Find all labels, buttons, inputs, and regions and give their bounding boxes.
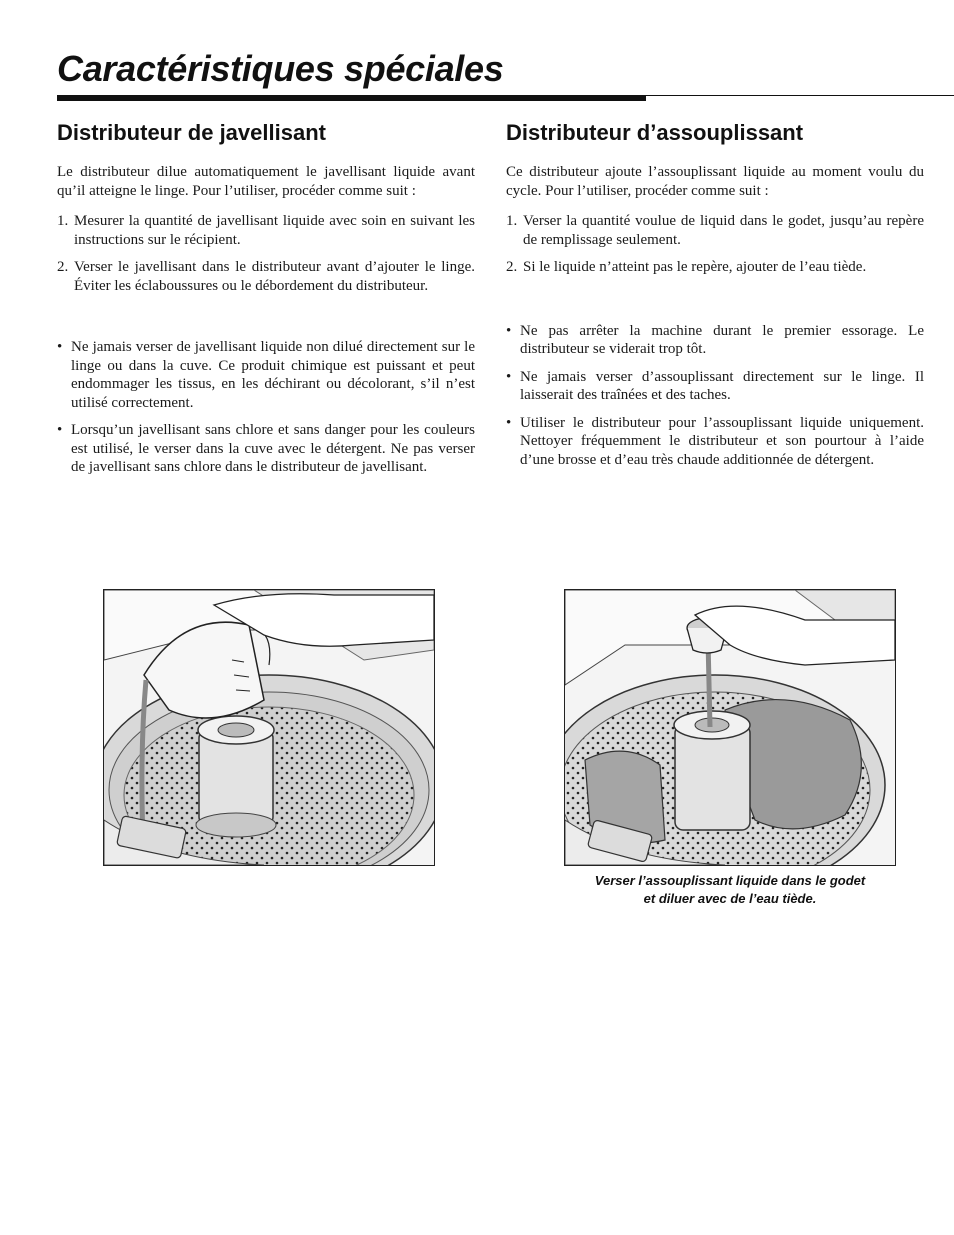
- softener-note-3: [506, 414, 924, 470]
- page-title: Caractéristiques spéciales: [57, 48, 504, 89]
- note-text: Utiliser le distributeur pour l’assouplissant liquide uniquement. Nettoyer fréquemment le distributeur et son pourtour à l’aide d’une brosse et d’eau très chaude additionnée de détergent.: [520, 414, 924, 468]
- title-rule-thin: [646, 95, 954, 96]
- bleach-heading: Distributeur de javellisant: [57, 120, 326, 145]
- softener-note-2: [506, 368, 924, 405]
- bleach-illustration: [103, 589, 435, 866]
- bleach-steps: [57, 212, 475, 295]
- bullet: •: [506, 368, 512, 385]
- bleach-note-2: [57, 421, 475, 477]
- softener-illustration: [564, 589, 896, 866]
- note-text: Ne pas arrêter la machine durant le premier essorage. Le distributeur se viderait trop tôt.: [520, 322, 924, 357]
- bullet: •: [57, 422, 63, 438]
- step-number: 2.: [57, 259, 69, 275]
- step-number: 1.: [506, 213, 518, 229]
- caption-line-1: Verser l’assouplissant liquide dans le godet: [594, 873, 866, 888]
- bullet: •: [506, 414, 512, 431]
- step-number: 1.: [57, 213, 69, 229]
- bleach-step-2: [57, 258, 475, 295]
- bleach-intro: Le distributeur dilue automatiquement le javellisant liquide avant qu’il atteigne le linge. Pour l’utiliser, procéder comme suit :: [57, 164, 475, 199]
- softener-intro: Ce distributeur ajoute l’assouplissant liquide au moment voulu du cycle. Pour l’utiliser, procéder comme suit :: [506, 164, 924, 199]
- bleach-step-1: [57, 212, 475, 249]
- bullet: •: [506, 322, 512, 339]
- step-number: 2.: [506, 259, 518, 275]
- step-text: Verser le javellisant dans le distributeur avant d’ajouter le linge. Éviter les éclaboussures ou le débordement du distributeur.: [74, 259, 475, 294]
- softener-heading: Distributeur d’assouplissant: [506, 120, 804, 145]
- step-text: Si le liquide n’atteint pas le repère, ajouter de l’eau tiède.: [523, 259, 867, 275]
- step-text: Mesurer la quantité de javellisant liquide avec soin en suivant les instructions sur le récipient.: [74, 213, 475, 248]
- caption-line-2: et diluer avec de l’eau tiède.: [643, 891, 817, 906]
- bullet: •: [57, 339, 63, 355]
- softener-dispenser-section: [506, 120, 924, 478]
- bleach-notes: [57, 338, 475, 477]
- softener-figure-caption: [564, 872, 896, 908]
- note-text: Lorsqu’un javellisant sans chlore et sans danger pour les couleurs est utilisé, le verser dans la cuve avec le détergent. Ne pas verser de javellisant sans chlore dans le distributeur de javellisant.: [71, 422, 475, 475]
- note-text: Ne jamais verser d’assouplissant directement sur le linge. Il laisserait des traînées et des taches.: [520, 368, 924, 403]
- bleach-dispenser-section: [57, 120, 475, 486]
- softener-note-1: [506, 322, 924, 359]
- softener-notes: [506, 322, 924, 470]
- softener-step-1: [506, 212, 924, 249]
- softener-steps: [506, 212, 924, 277]
- note-text: Ne jamais verser de javellisant liquide non dilué directement sur le linge ou dans la cuve. Ce produit chimique est puissant et peut endommager les tissus, en les déchirant ou décolorant, s’il n’est utilisé correctement.: [71, 339, 475, 411]
- title-rule-thick: [57, 95, 646, 101]
- step-text: Verser la quantité voulue de liquid dans le godet, jusqu’au repère de remplissage seulement.: [523, 213, 924, 248]
- bleach-note-1: [57, 338, 475, 412]
- softener-step-2: [506, 258, 924, 277]
